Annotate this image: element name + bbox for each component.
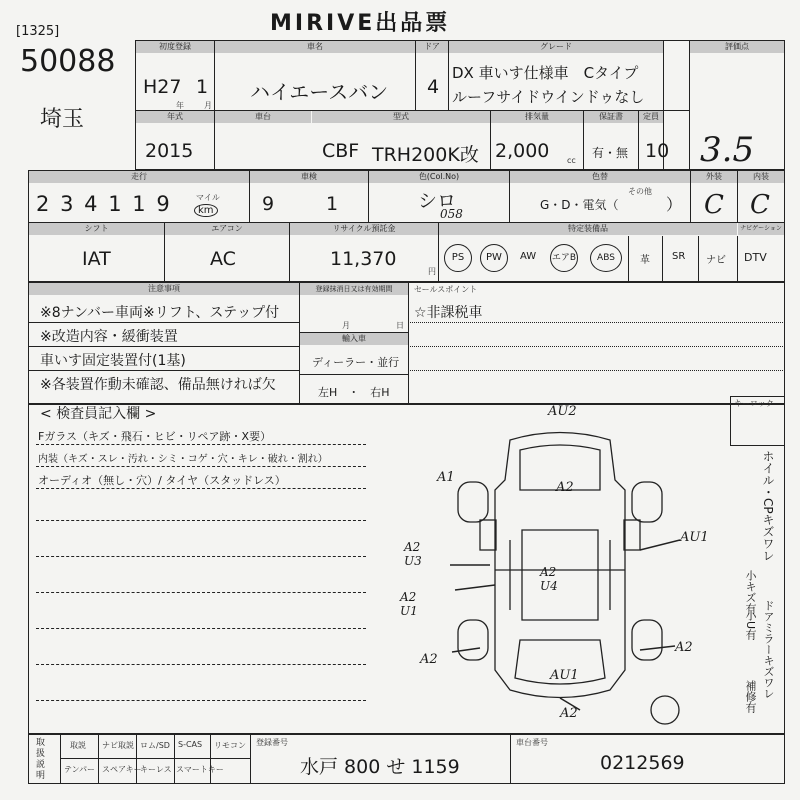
grade-interior: C: [750, 190, 770, 220]
vehicle-displacement: 2,000: [495, 140, 550, 162]
color-options: G・D・電気（: [540, 198, 619, 212]
inspection-month: 1: [326, 193, 339, 215]
equip-dtv: DTV: [744, 251, 767, 264]
mileage-unit: km: [194, 204, 218, 217]
inspection-year: 9: [262, 193, 275, 215]
hdr-chassis: 車台: [215, 111, 311, 123]
equip-navi: ナビ: [706, 255, 726, 266]
hdr-color2: 色替: [510, 171, 690, 183]
bottom-item: ナビ取説: [102, 741, 134, 750]
lot-number: 50088: [20, 44, 116, 79]
vehicle-model: TRH200K改: [372, 144, 479, 166]
vehicle-doors: 4: [427, 76, 440, 98]
note-line-4: ※各装置作動未確認、備品無ければ欠: [40, 377, 276, 393]
hdr-grade: グレード: [449, 41, 663, 53]
side-note-1: ホイル・CPキズワレ: [761, 450, 775, 562]
hdr-model-year: 年式: [136, 111, 214, 123]
bottom-item: テンパー: [64, 765, 96, 774]
hdr-sales-points: セールスポイント: [414, 285, 478, 294]
damage-mark: AU2: [548, 404, 577, 419]
rear-left-wheel: [458, 620, 488, 660]
damage-mark: A2: [675, 640, 693, 655]
hdr-color: 色(Col.No): [369, 171, 509, 183]
note-line-1: ※8ナンバー車両※リフト、ステップ付: [40, 305, 280, 321]
hdr-ext-grade: 外装: [691, 171, 737, 183]
inspector-line-1: Fガラス（キズ・飛石・ヒビ・リペア跡・X要）: [38, 430, 272, 443]
bottom-item: スペアキー: [102, 765, 142, 774]
vehicle-grade-line1: DX 車いす仕様車 Cタイプ: [452, 64, 639, 82]
damage-mark: A2 U3: [404, 540, 422, 568]
inspector-line-3: オーディオ（無し・穴）/ タイヤ（スタッドレス）: [38, 474, 286, 487]
hdr-reg-date: 登録抹消日又は有効期間: [300, 283, 408, 295]
hdr-notes: 注意事項: [29, 283, 299, 295]
inspector-line-2: 内装（キズ・スレ・汚れ・シミ・コゲ・穴・キレ・破れ・割れ）: [38, 454, 328, 465]
color-name: シロ: [418, 190, 457, 212]
lot-bracket: [1325]: [16, 24, 60, 39]
vehicle-chassis-prefix: CBF: [322, 140, 360, 162]
reg-no: 水戸 800 せ 1159: [300, 756, 460, 778]
front-right-wheel: [632, 482, 662, 522]
vehicle-model-year: 2015: [145, 140, 194, 162]
lot-region: 埼玉: [40, 107, 85, 132]
hdr-doors: ドア: [416, 41, 448, 53]
left-mirror: [480, 520, 496, 550]
damage-mark: A2 U1: [400, 590, 418, 618]
hdr-model: 型式: [312, 111, 490, 123]
side-note-3: ドアミラーキズワレ: [762, 600, 775, 699]
damage-mark: A2: [560, 706, 578, 721]
hdr-car-name: 車名: [215, 41, 415, 53]
equip-pw: PW: [480, 244, 508, 272]
equip-leather: 革: [640, 255, 650, 266]
hdr-shift: シフト: [29, 223, 164, 235]
hdr-recycle: リサイクル預託金: [290, 223, 438, 235]
damage-mark: A2 U4: [540, 565, 558, 593]
hdr-chassis-no: 車台番号: [516, 738, 548, 747]
hdr-inspector: < 検査員記入欄 >: [40, 406, 157, 422]
damage-mark: A2: [420, 652, 438, 667]
spare-wheel: [651, 696, 679, 724]
equip-aw: AW: [520, 251, 537, 262]
side-note-5: 補修有: [744, 680, 757, 713]
vehicle-capacity: 10: [645, 140, 670, 162]
damage-mark: AU1: [680, 530, 709, 545]
right-mirror: [624, 520, 640, 550]
front-left-wheel: [458, 482, 488, 522]
hdr-inspection: 車検: [250, 171, 368, 183]
vehicle-car-name: ハイエースバン: [250, 80, 389, 104]
hdr-displacement: 排気量: [491, 111, 583, 123]
equip-ps: PS: [444, 244, 472, 272]
hdr-year: 初度登録: [136, 41, 214, 53]
hdr-warranty: 保証書: [584, 111, 638, 123]
side-note-2: 小キズ有: [744, 570, 757, 614]
damage-mark: A1: [437, 470, 455, 485]
damage-mark: A2: [556, 480, 574, 495]
equip-airbag: エアB: [550, 244, 578, 272]
bottom-item: S-CAS: [178, 740, 203, 749]
hdr-import: 輸入車: [300, 333, 408, 345]
bottom-item: 取説: [70, 741, 86, 750]
hdr-rating: 評価点: [690, 41, 784, 53]
bottom-item: ロム/SD: [140, 741, 170, 750]
vehicle-month: 1: [196, 76, 209, 98]
hdr-ac: エアコン: [165, 223, 289, 235]
hdr-int-grade: 内装: [738, 171, 784, 183]
hdr-capacity: 定員: [639, 111, 663, 123]
damage-mark: AU1: [550, 668, 579, 683]
hdr-reg-no: 登録番号: [256, 738, 288, 747]
hdr-mileage: 走行: [29, 171, 249, 183]
mileage-digits: 2 3 4 1 1 9: [36, 192, 172, 216]
sales-point-1: ☆非課税車: [414, 305, 483, 321]
grade-exterior: C: [704, 190, 724, 220]
hdr-keylock: キーロック: [734, 399, 774, 408]
chassis-no: 0212569: [600, 752, 685, 774]
bottom-item: リモコン: [214, 741, 246, 750]
recycle-value: 11,370: [330, 248, 397, 270]
vehicle-era: H27: [143, 76, 182, 98]
bottom-item: キーレス: [140, 765, 172, 774]
vehicle-rating: 3.5: [700, 130, 755, 170]
page-title: MIRIVE出品票: [270, 11, 451, 36]
hdr-navi-type: ナビゲーション: [738, 223, 784, 235]
vehicle-warranty: 有・無: [592, 146, 629, 160]
note-line-2: ※改造内容・緩衝装置: [40, 329, 178, 345]
note-line-3: 車いす固定装置付(1基): [40, 353, 186, 369]
color-code: 058: [440, 207, 463, 221]
bottom-item: スマートキー: [176, 765, 224, 774]
import-dealer: ディーラー・並行: [312, 356, 400, 369]
equip-abs: ABS: [590, 244, 622, 272]
bottom-side-label: 取 扱 説 明: [36, 738, 46, 781]
shift-value: IAT: [82, 248, 111, 270]
rear-right-wheel: [632, 620, 662, 660]
ac-value: AC: [210, 248, 236, 270]
hdr-equipment: 特定装備品: [439, 223, 737, 235]
equip-sr: SR: [672, 251, 686, 262]
import-handle: 左H ・ 右H: [318, 386, 390, 399]
side-note-4: 小U有: [744, 610, 757, 641]
vehicle-grade-line2: ルーフサイドウインドゥなし: [452, 88, 645, 106]
